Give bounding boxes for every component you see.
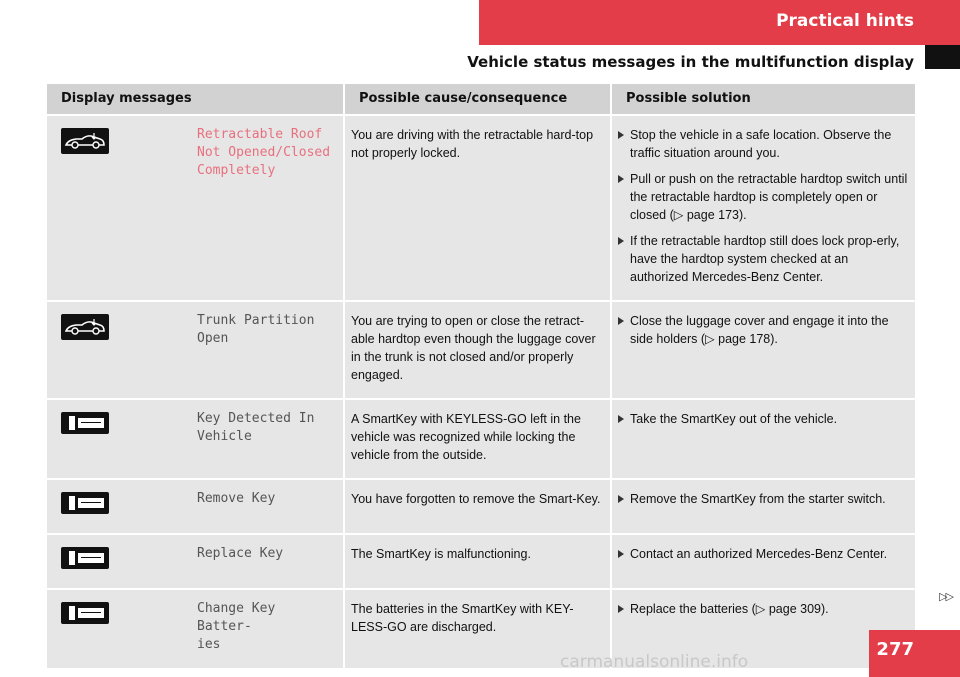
bullet-arrow-icon	[618, 237, 624, 245]
display-message: Replace Key	[192, 534, 344, 589]
bullet-arrow-icon	[618, 495, 624, 503]
solution-text: Remove the SmartKey from the starter switch.	[630, 492, 886, 506]
table-row	[47, 399, 915, 479]
possible-cause: You have forgotten to remove the Smart-Key.	[344, 479, 611, 534]
solution-text: Close the luggage cover and engage it into the side holders (▷ page 178).	[630, 314, 889, 346]
key-icon	[61, 492, 109, 514]
icon-cell	[47, 115, 192, 301]
table-body	[47, 115, 915, 669]
possible-cause: The batteries in the SmartKey with KEY-LESS-GO are discharged.	[344, 589, 611, 669]
display-message: Retractable Roof Not Opened/Closed Completely	[192, 115, 344, 301]
icon-cell	[47, 589, 192, 669]
column-header-solution: Possible solution	[611, 84, 915, 115]
possible-solution	[611, 115, 915, 301]
table-row	[47, 301, 915, 399]
solution-step	[618, 545, 909, 563]
display-message: Change Key Batter- ies	[192, 589, 344, 669]
solution-step	[618, 410, 909, 428]
possible-solution	[611, 301, 915, 399]
solution-text: Take the SmartKey out of the vehicle.	[630, 412, 838, 426]
solution-text: Contact an authorized Mercedes-Benz Center.	[630, 547, 888, 561]
possible-solution	[611, 479, 915, 534]
table-row	[47, 115, 915, 301]
key-icon	[61, 547, 109, 569]
key-icon	[61, 602, 109, 624]
table-header-row	[47, 84, 915, 115]
section-title: Practical hints	[776, 11, 914, 31]
table-row	[47, 479, 915, 534]
watermark: carmanualsonline.info	[560, 652, 749, 672]
key-icon	[61, 412, 109, 434]
solution-step	[618, 126, 909, 162]
icon-cell	[47, 534, 192, 589]
solution-text: Pull or push on the retractable hardtop switch until the retractable hardtop is completely open or closed (▷ page 173).	[630, 172, 908, 222]
icon-cell	[47, 479, 192, 534]
table-row	[47, 589, 915, 669]
icon-cell	[47, 301, 192, 399]
column-header-cause: Possible cause/consequence	[344, 84, 611, 115]
page-number: 277	[876, 639, 914, 660]
bullet-arrow-icon	[618, 605, 624, 613]
solution-step	[618, 490, 909, 508]
solution-step	[618, 232, 909, 286]
display-message: Key Detected In Vehicle	[192, 399, 344, 479]
continue-marker: ▷▷	[939, 591, 952, 603]
solution-text: Replace the batteries (▷ page 309).	[630, 602, 829, 616]
status-messages-table	[47, 84, 915, 670]
solution-step	[618, 170, 909, 224]
solution-step	[618, 600, 909, 618]
table-row	[47, 534, 915, 589]
bullet-arrow-icon	[618, 415, 624, 423]
section-tab-marker	[925, 45, 960, 69]
possible-solution	[611, 399, 915, 479]
page-subtitle: Vehicle status messages in the multifunction display	[467, 53, 914, 71]
possible-cause: A SmartKey with KEYLESS-GO left in the vehicle was recognized while locking the vehicle from the outside.	[344, 399, 611, 479]
possible-cause: The SmartKey is malfunctioning.	[344, 534, 611, 589]
solution-text: Stop the vehicle in a safe location. Observe the traffic situation around you.	[630, 128, 892, 160]
bullet-arrow-icon	[618, 175, 624, 183]
section-header-banner	[479, 0, 960, 45]
solution-text: If the retractable hardtop still does lock prop-erly, have the hardtop system checked at an authorized Mercedes-Benz Center.	[630, 234, 900, 284]
solution-step	[618, 312, 909, 348]
page-number-box	[869, 630, 960, 677]
bullet-arrow-icon	[618, 131, 624, 139]
display-message: Trunk Partition Open	[192, 301, 344, 399]
possible-cause: You are driving with the retractable hard-top not properly locked.	[344, 115, 611, 301]
bullet-arrow-icon	[618, 317, 624, 325]
convertible-car-icon	[61, 314, 109, 340]
icon-cell	[47, 399, 192, 479]
display-message: Remove Key	[192, 479, 344, 534]
convertible-car-icon	[61, 128, 109, 154]
possible-solution	[611, 534, 915, 589]
possible-cause: You are trying to open or close the retract-able hardtop even though the luggage cover in the trunk is not closed and/or properly engaged.	[344, 301, 611, 399]
column-header-display-messages: Display messages	[47, 84, 344, 115]
bullet-arrow-icon	[618, 550, 624, 558]
